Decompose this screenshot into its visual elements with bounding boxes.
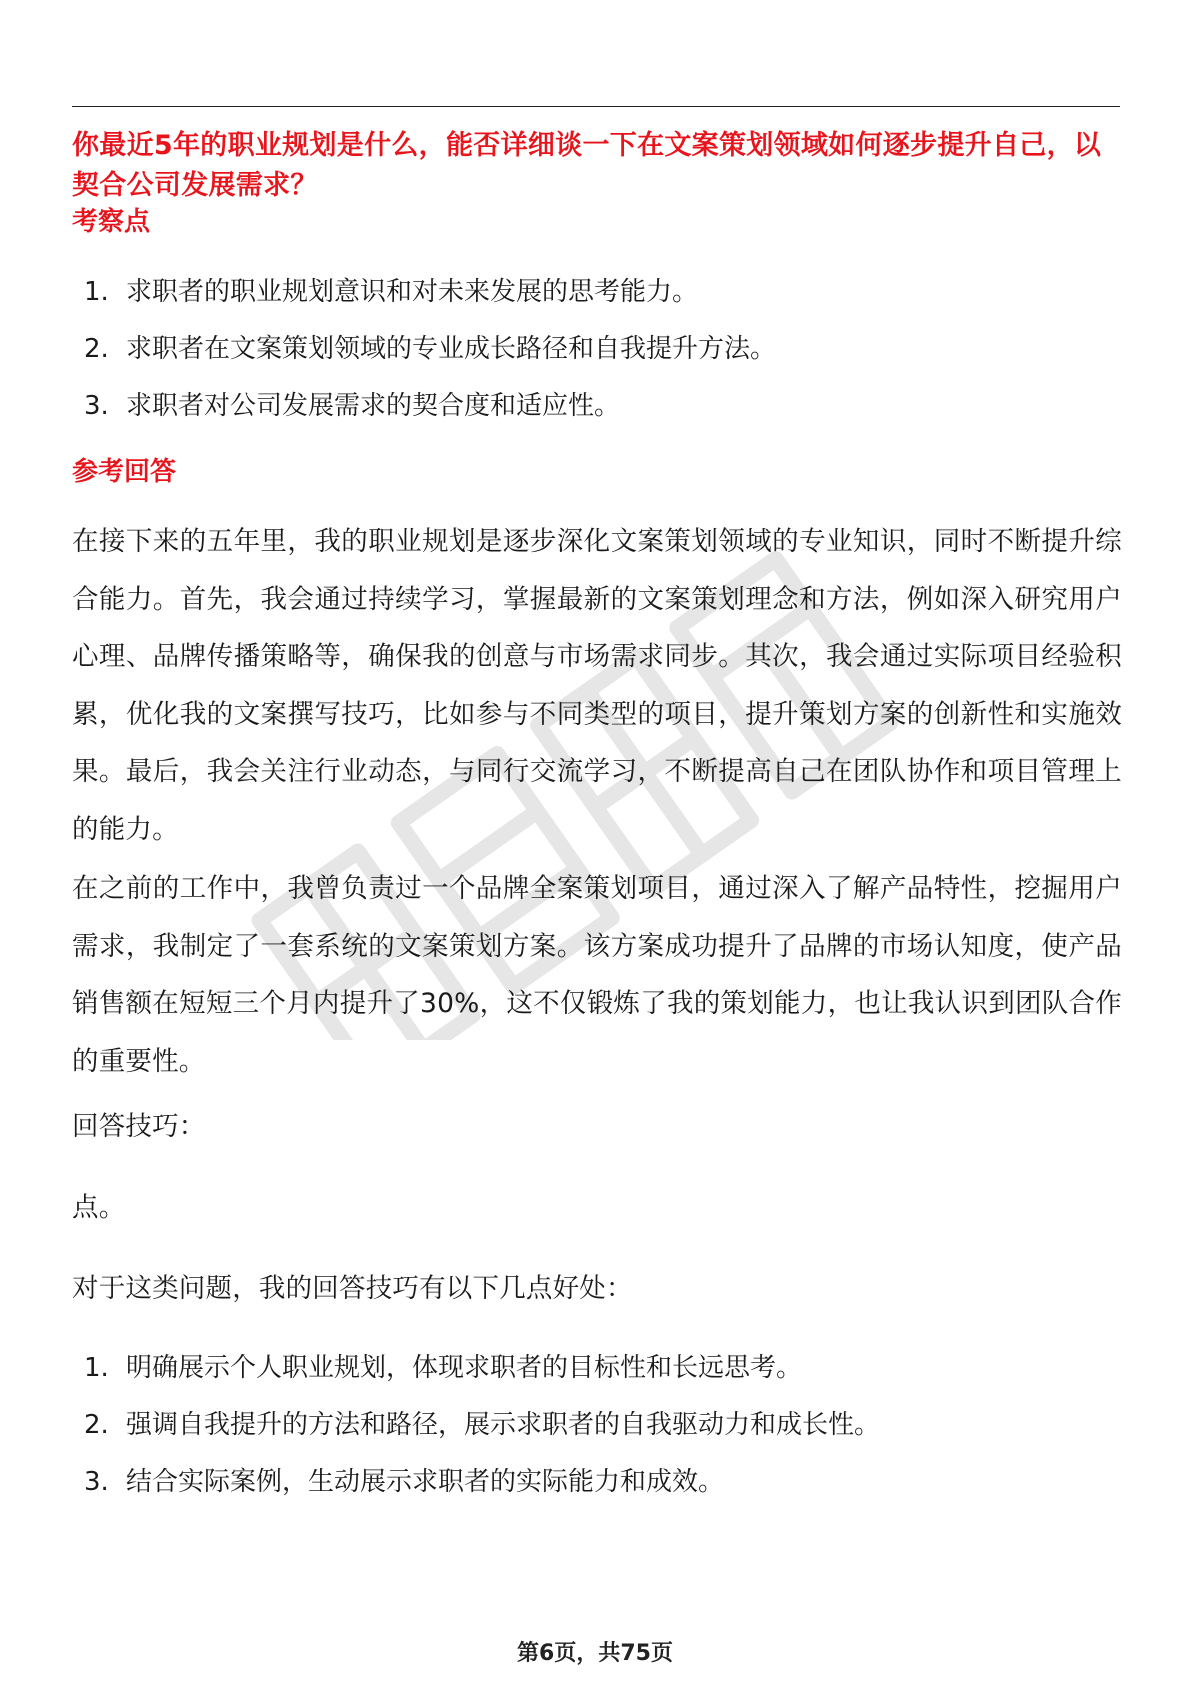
list-item-number: 1.: [84, 1353, 109, 1383]
tips-label: 回答技巧：: [72, 1111, 206, 1142]
list-item: [84, 1397, 1114, 1454]
list-item-text: 求职者对公司发展需求的契合度和适应性。: [126, 391, 621, 421]
list-item-text: 明确展示个人职业规划，体现求职者的目标性和长远思考。: [126, 1353, 803, 1383]
list-item-number: 1.: [84, 277, 109, 307]
list-item: [84, 1454, 1114, 1511]
kaocha-list: [84, 264, 1114, 435]
section-heading-kaocha: 考察点: [72, 207, 151, 237]
list-item-number: 3.: [84, 391, 109, 421]
list-item-number: 2.: [84, 1410, 109, 1440]
page-footer: 第6页，共75页: [517, 1641, 673, 1666]
section-heading-cankao: 参考回答: [72, 457, 177, 487]
list-item-number: 2.: [84, 334, 109, 364]
list-item: [84, 1340, 1114, 1397]
question-title: 你最近5年的职业规划是什么，能否详细谈一下在文案策划领域如何逐步提升自己，以契合公司发展需求？: [72, 130, 1102, 201]
list-item-text: 求职者在文案策划领域的专业成长路径和自我提升方法。: [126, 334, 777, 364]
list-item-number: 3.: [84, 1467, 109, 1497]
list-item-text: 求职者的职业规划意识和对未来发展的思考能力。: [126, 277, 699, 307]
tips-intro: 对于这类问题，我的回答技巧有以下几点好处：: [72, 1273, 633, 1304]
tips-list: [84, 1340, 1114, 1511]
list-item: [84, 264, 1114, 321]
list-item-text: 强调自我提升的方法和路径，展示求职者的自我驱动力和成长性。: [126, 1410, 881, 1440]
answer-paragraph-2: 在之前的工作中，我曾负责过一个品牌全案策划项目，通过深入了解产品特性，挖掘用户需求，我制定了一套系统的文案策划方案。该方案成功提升了品牌的市场认知度，使产品销售额在短短三个月内提升了30%，这不仅锻炼了我的策划能力，也让我认识到团队合作的重要性。: [72, 873, 1122, 1077]
list-item: [84, 378, 1114, 435]
answer-paragraph-1: 在接下来的五年里，我的职业规划是逐步深化文案策划领域的专业知识，同时不断提升综合能力。首先，我会通过持续学习，掌握最新的文案策划理念和方法，例如深入研究用户心理、品牌传播策略等，确保我的创意与市场需求同步。其次，我会通过实际项目经验积累，优化我的文案撰写技巧，比如参与不同类型的项目，提升策划方案的创新性和实施效果。最后，我会关注行业动态，与同行交流学习，不断提高自己在团队协作和项目管理上的能力。: [72, 526, 1122, 845]
tips-fragment: 点。: [72, 1192, 126, 1223]
list-item-text: 结合实际案例，生动展示求职者的实际能力和成效。: [126, 1467, 725, 1497]
list-item: [84, 321, 1114, 378]
top-divider: [72, 106, 1120, 107]
